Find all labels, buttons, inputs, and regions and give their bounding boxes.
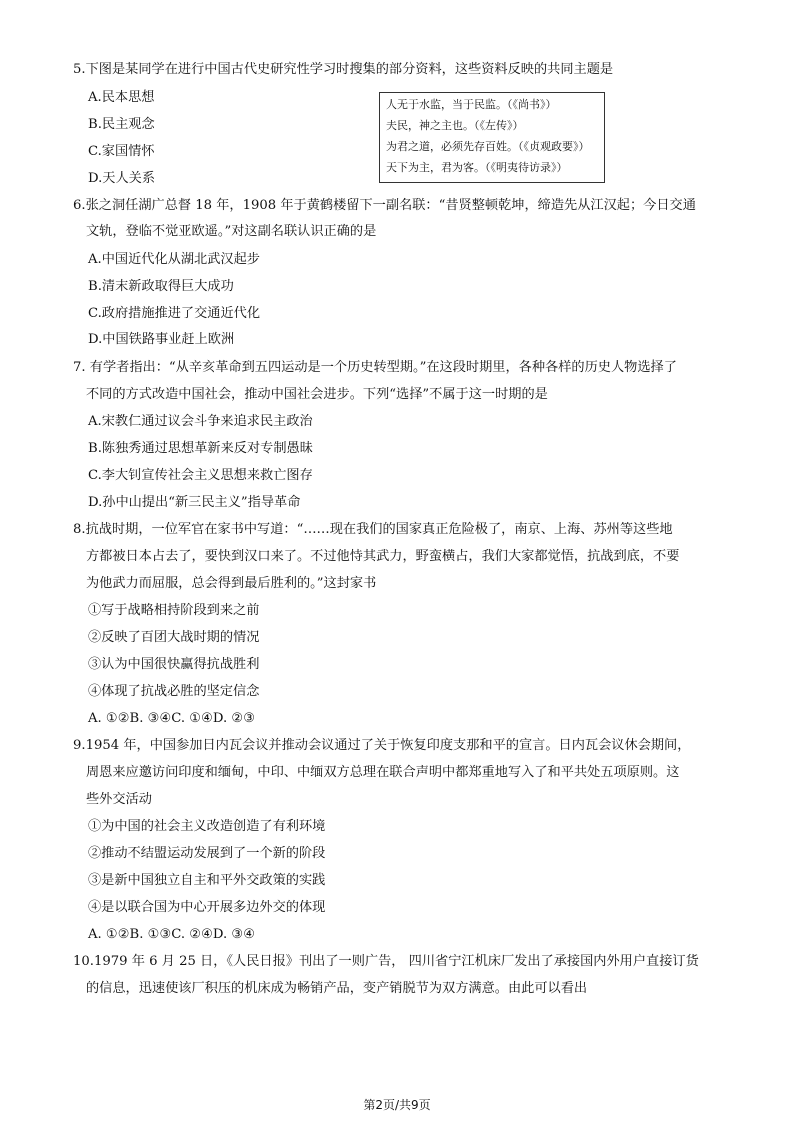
page-number-footer: 第2页/共9页	[363, 1098, 431, 1112]
quote-mingyi-daifanglu: 天下为主，君为客。（《明夷待访录》）	[386, 161, 568, 174]
question-6-stem-line2: 文轨，登临不觉亚欧遥。”对这副名联认识正确的是	[86, 224, 377, 239]
q5-option-b: B.民主观念	[88, 117, 155, 132]
question-7-stem-line1: 7. 有学者指出：“从辛亥革命到五四运动是一个历史转型期。”在这段时期里，各种各样的历史人物选择了	[73, 360, 677, 375]
q6-option-c: C.政府措施推进了交通近代化	[88, 306, 261, 321]
question-7-stem-line2: 不同的方式改造中国社会，推动中国社会进步。下列“选择”不属于这一时期的是	[86, 387, 548, 402]
q8-item-2: ②反映了百团大战时期的情况	[88, 630, 260, 645]
q7-option-d: D.孙中山提出“新三民主义”指导革命	[88, 495, 301, 510]
q9-item-1: ①为中国的社会主义改造创造了有利环境	[88, 819, 326, 834]
q6-option-a: A.中国近代化从湖北武汉起步	[88, 252, 260, 267]
question-9-stem-line3: 些外交活动	[86, 792, 152, 807]
q6-option-d: D.中国铁路事业赶上欧洲	[88, 332, 235, 347]
question-5-stem: 5.下图是某同学在进行中国古代史研究性学习时搜集的部分资料，这些资料反映的共同主题是	[73, 62, 614, 77]
q8-choices: A. ①②B. ③④C. ①④D. ②③	[88, 711, 256, 726]
q7-option-a: A.宋教仁通过议会斗争来追求民主政治	[88, 414, 313, 429]
q8-item-3: ③认为中国很快赢得抗战胜利	[88, 657, 260, 672]
q5-option-a: A.民本思想	[88, 90, 155, 105]
q9-choices: A. ①②B. ①③C. ②④D. ③④	[88, 927, 256, 942]
question-8-stem-line2: 方都被日本占去了，要快到汉口来了。不过他恃其武力，野蛮横占，我们大家都觉悟，抗战到底，不要	[86, 549, 680, 564]
q9-item-3: ③是新中国独立自主和平外交政策的实践	[88, 873, 326, 888]
question-8-stem-line1: 8.抗战时期，一位军官在家书中写道：“……现在我们的国家真正危险极了，南京、上海、苏州等这些地	[73, 522, 673, 537]
q6-option-b: B.清末新政取得巨大成功	[88, 279, 234, 294]
question-9-stem-line1: 9.1954 年，中国参加日内瓦会议并推动会议通过了关于恢复印度支那和平的宣言。日内瓦会议休会期间，	[73, 738, 691, 753]
question-6-stem-line1: 6.张之洞任湖广总督 18 年，1908 年于黄鹤楼留下一副名联：“昔贤整顿乾坤，缔造先从江汉起；今日交通	[73, 198, 696, 213]
q7-option-c: C.李大钊宣传社会主义思想来救亡图存	[88, 468, 313, 483]
q8-item-1: ①写于战略相持阶段到来之前	[88, 603, 260, 618]
quote-shangshu: 人无于水监，当于民监。（《尚书》）	[386, 98, 557, 111]
q7-option-b: B.陈独秀通过思想革新来反对专制愚昧	[88, 441, 313, 456]
q5-option-d: D.天人关系	[88, 171, 156, 186]
q5-option-c: C.家国情怀	[88, 144, 155, 159]
q9-item-2: ②推动不结盟运动发展到了一个新的阶段	[88, 846, 326, 861]
q5-source-quote-box	[379, 92, 605, 183]
q9-item-4: ④是以联合国为中心开展多边外交的体现	[88, 900, 326, 915]
question-10-stem-line1: 10.1979 年 6 月 25 日，《人民日报》刊出了一则广告， 四川省宁江机床厂发出了承接国内外用户直接订货	[73, 954, 699, 969]
q8-item-4: ④体现了抗战必胜的坚定信念	[88, 684, 260, 699]
question-9-stem-line2: 周恩来应邀访问印度和缅甸，中印、中缅双方总理在联合声明中都郑重地写入了和平共处五项原则。这	[86, 765, 680, 780]
quote-zuozhuan: 夫民，神之主也。（《左传》）	[386, 119, 524, 132]
quote-zhenguan-zhengyao: 为君之道，必须先存百姓。（《贞观政要》）	[386, 140, 590, 153]
question-8-stem-line3: 为他武力而屈服，总会得到最后胜利的。”这封家书	[86, 576, 377, 591]
question-10-stem-line2: 的信息，迅速使该厂积压的机床成为畅销产品，变产销脱节为双方满意。由此可以看出	[86, 981, 588, 996]
